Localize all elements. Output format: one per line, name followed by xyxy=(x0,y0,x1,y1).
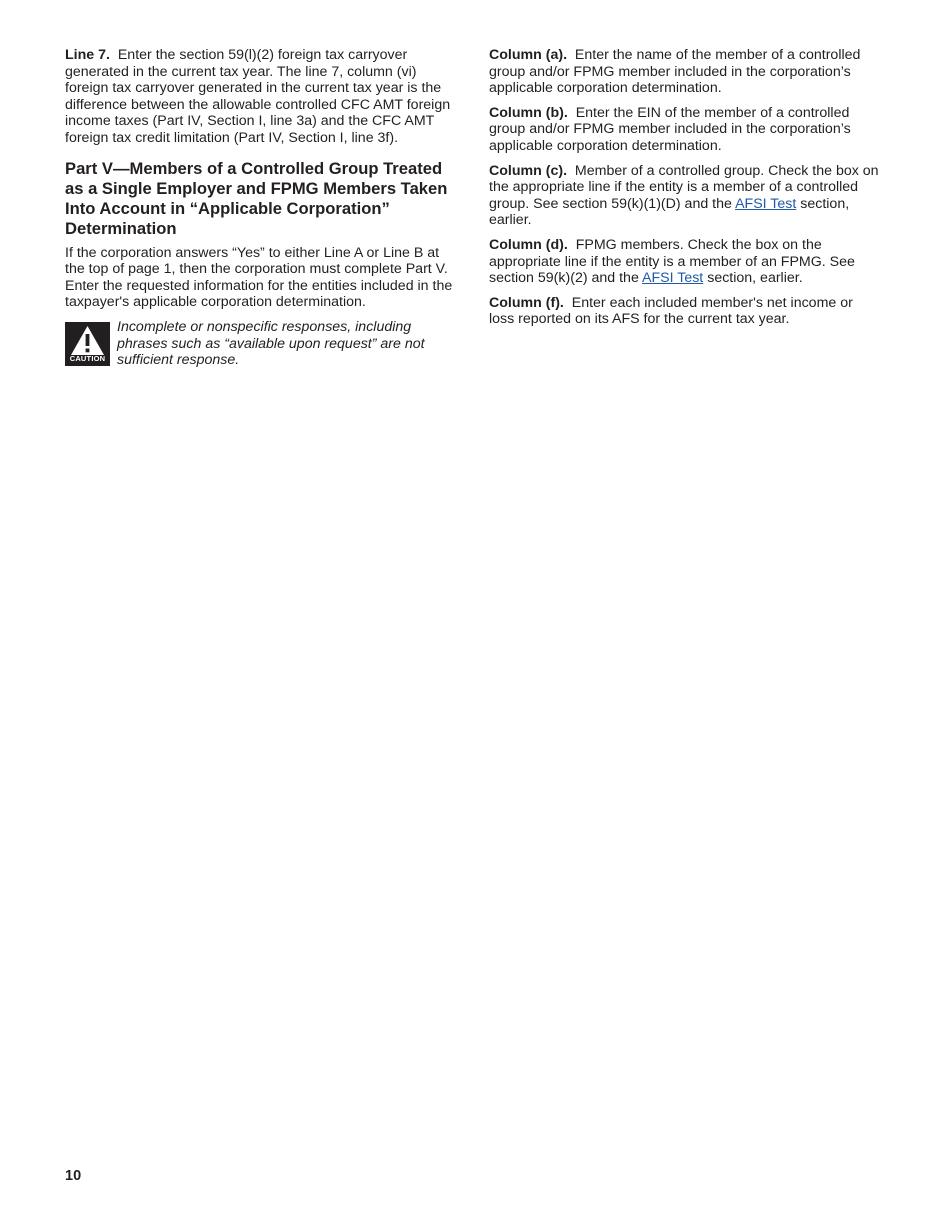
column-b-paragraph xyxy=(489,105,881,155)
column-c-text-end: section, earlier. xyxy=(489,195,850,229)
column-a-lead: Column (a). xyxy=(489,47,568,63)
page-number: 10 xyxy=(65,1168,82,1184)
column-d-text: FPMG members. Check the box on the appropriate line if the entity is a member of an FPMG. See section 59(k)(2) and the xyxy=(489,236,855,287)
afsi-test-link[interactable]: AFSI Test xyxy=(735,195,797,212)
afsi-test-link[interactable]: AFSI Test xyxy=(642,270,704,287)
caution-label: CAUTION xyxy=(69,353,106,363)
caution-icon xyxy=(65,322,110,366)
line-7-lead: Line 7. xyxy=(65,47,110,63)
column-f-lead: Column (f). xyxy=(489,294,564,311)
part-v-intro: If the corporation answers “Yes” to either Line A or Line B at the top of page 1, then the corporation must complete Part V. Enter the requested information for the entities included in the taxpayer's applicable corporation determination. xyxy=(65,244,453,311)
part-v-heading: Part V—Members of a Controlled Group Treated as a Single Employer and FPMG Members Taken Into Account in “Applicable Corporation” Determination xyxy=(65,158,448,238)
line-7-text: Enter the section 59(l)(2) foreign tax carryover generated in the current tax year. The line 7, column (vi) foreign tax carryover generated in the current tax year is the difference between the allowable controlled CFC AMT foreign income taxes (Part IV, Section I, line 3a) and the CFC AMT foreign tax credit limitation (Part IV, Section I, line 3f). xyxy=(65,47,451,146)
column-f-paragraph xyxy=(489,295,881,328)
column-a-paragraph xyxy=(489,47,881,97)
column-c-lead: Column (c). xyxy=(489,162,568,179)
right-column xyxy=(489,47,881,336)
column-d-lead: Column (d). xyxy=(489,236,568,253)
column-c-text: Member of a controlled group. Check the box on the appropriate line if the entity is a member of a controlled group. See section 59(k)(1)(D) and the xyxy=(489,162,879,212)
column-b-text: Enter the EIN of the member of a controlled group and/or FPMG member included in the corporation’s applicable corporation determination. xyxy=(489,104,851,154)
left-column xyxy=(65,47,461,369)
line-7-paragraph xyxy=(65,47,461,147)
caution-text: Incomplete or nonspecific responses, including phrases such as “available upon request” are not sufficient response. xyxy=(117,318,425,369)
column-a-text: Enter the name of the member of a controlled group and/or FPMG member included in the corporation’s applicable corporation determination. xyxy=(489,47,861,97)
caution-note xyxy=(65,319,461,369)
column-d-paragraph xyxy=(489,237,881,287)
column-d-text-end: section, earlier. xyxy=(707,270,803,287)
column-f-text: Enter each included member's net income or loss reported on its AFS for the current tax year. xyxy=(489,294,853,328)
column-b-lead: Column (b). xyxy=(489,104,568,121)
column-c-paragraph xyxy=(489,163,881,229)
